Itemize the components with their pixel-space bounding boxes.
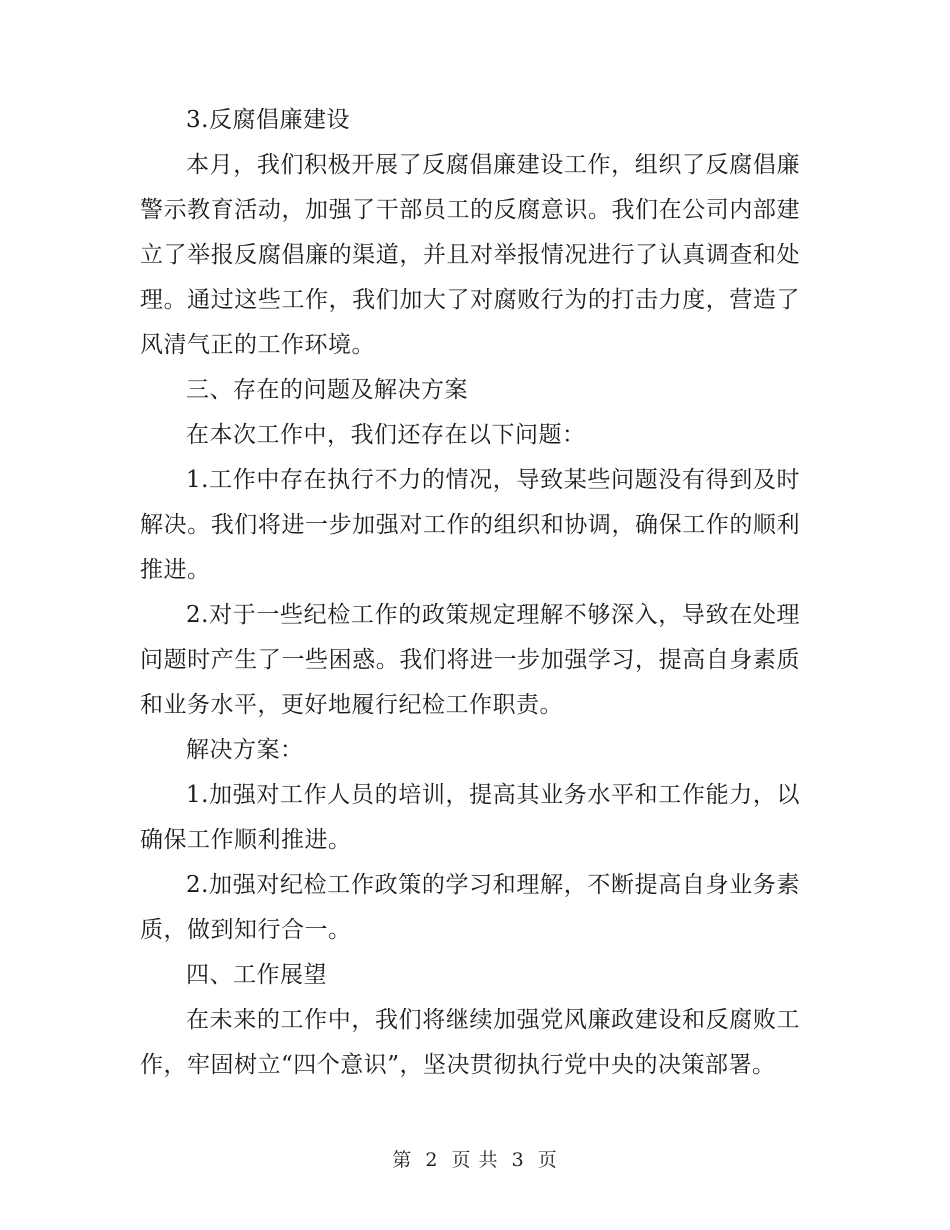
paragraph-anticorruption: 本月，我们积极开展了反腐倡廉建设工作，组织了反腐倡廉警示教育活动，加强了干部员工的反腐意识。我们在公司内部建立了举报反腐倡廉的渠道，并且对举报情况进行了认真调查和处理。通过这些工作，我们加大了对腐败行为的打击力度，营造了风清气正的工作环境。 [140, 152, 800, 358]
section-heading-problems: 三、存在的问题及解决方案 [186, 377, 468, 403]
solution-item-2: 2.加强对纪检工作政策的学习和理解，不断提高自身业务素质，做到知行合一。 [140, 872, 800, 943]
footer-page-current: 2 [425, 1149, 439, 1171]
paragraph-outlook: 在未来的工作中，我们将继续加强党风廉政建设和反腐败工作，牢固树立“四个意识”，坚决贯彻执行党中央的决策部署。 [140, 1007, 800, 1078]
problem-item-1: 1.工作中存在执行不力的情况，导致某些问题没有得到及时解决。我们将进一步加强对工作的组织和协调，确保工作的顺利推进。 [140, 467, 800, 583]
footer-middle: 页 共 [451, 1149, 499, 1171]
solutions-heading: 解决方案： [186, 737, 304, 763]
footer-suffix: 页 [537, 1149, 558, 1171]
solution-item-1: 1.加强对工作人员的培训，提高其业务水平和工作能力，以确保工作顺利推进。 [140, 782, 800, 853]
section-heading-outlook: 四、工作展望 [186, 962, 327, 988]
problem-item-2: 2.对于一些纪检工作的政策规定理解不够深入，导致在处理问题时产生了一些困惑。我们将进一步加强学习，提高自身素质和业务水平，更好地履行纪检工作职责。 [140, 602, 800, 718]
page-footer [0, 1145, 950, 1172]
footer-page-total: 3 [511, 1149, 525, 1171]
document-body [140, 98, 800, 1088]
paragraph-problems-intro: 在本次工作中，我们还存在以下问题： [186, 422, 586, 448]
footer-prefix: 第 [392, 1149, 413, 1171]
section-heading-anticorruption: 3.反腐倡廉建设 [186, 107, 350, 133]
